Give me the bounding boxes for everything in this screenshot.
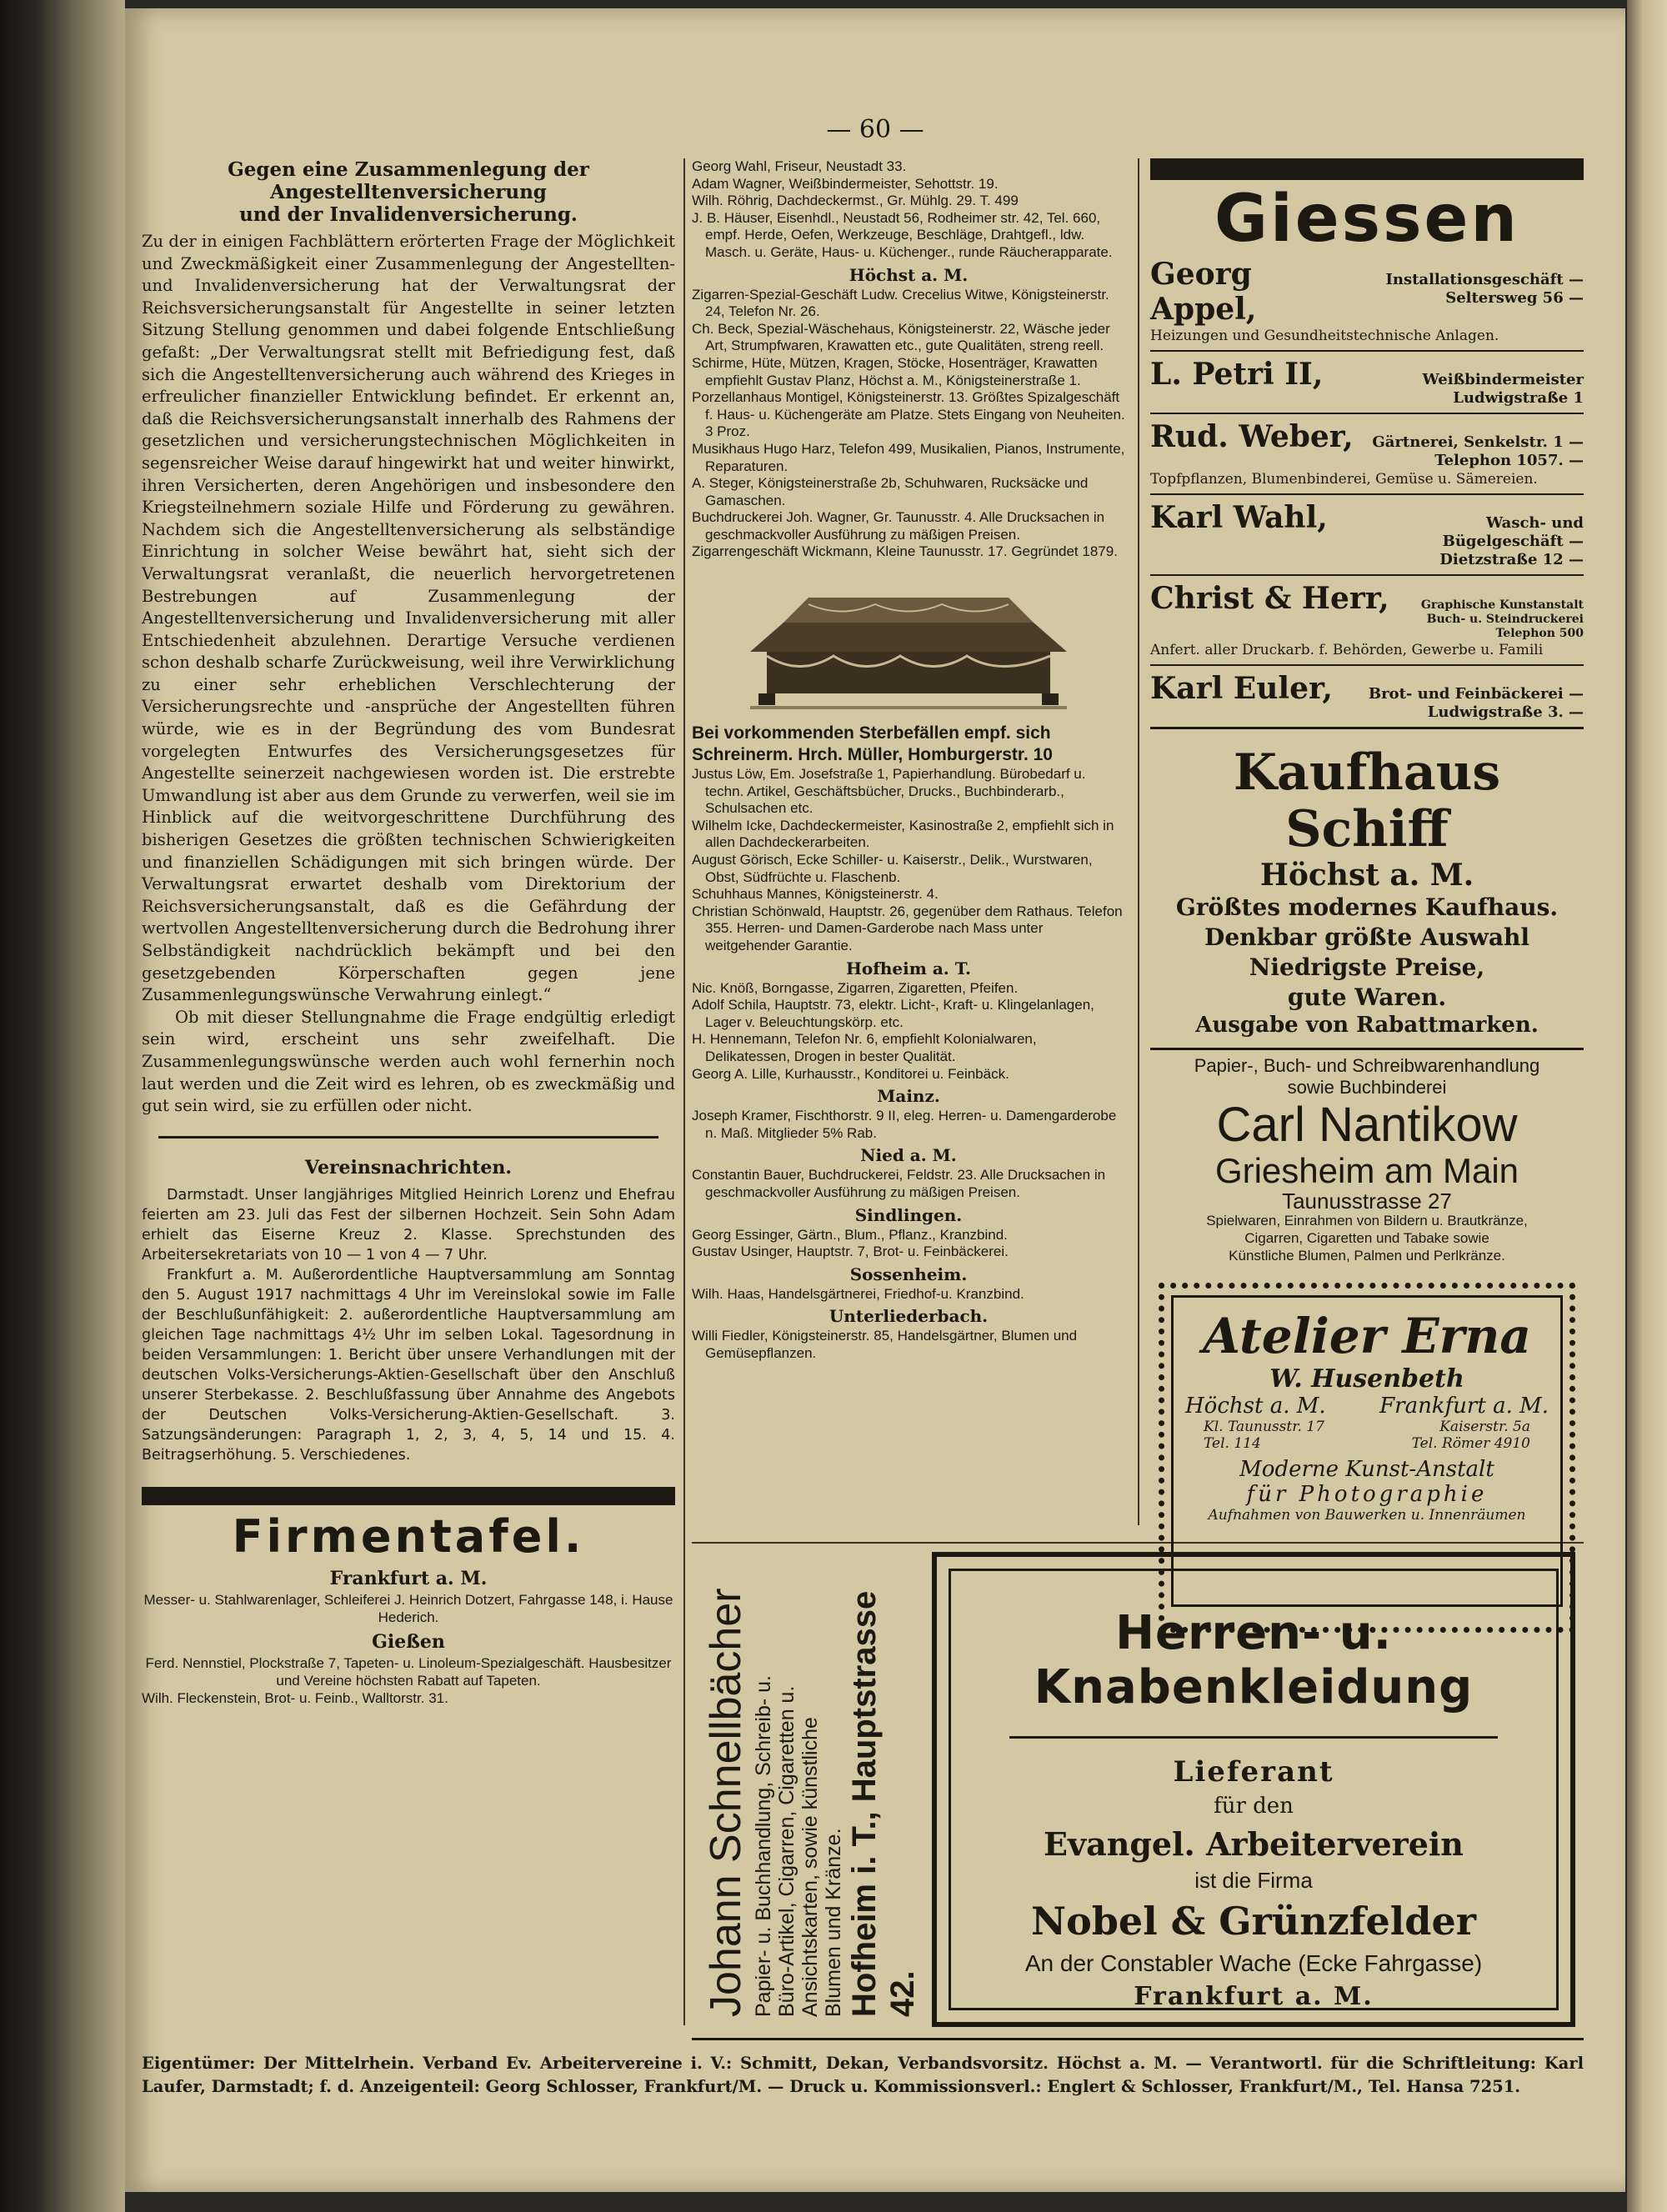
atelier-addresses [1174, 1419, 1560, 1435]
herren-constabler: An der Constabler Wache (Ecke Fahrgasse) [1024, 1950, 1483, 1976]
nantikow-line: Spielwaren, Einrahmen von Bildern u. Brautkränze, [1206, 1213, 1528, 1229]
atelier-addr-right-1: Kaiserstr. 5a [1439, 1419, 1530, 1435]
schnellbacher-sub: Büro-Artikel, Cigarren, Cigaretten u. [775, 1685, 798, 2017]
herren-title: Herren- u. Knabenkleidung [1034, 1606, 1474, 1714]
atelier-addr-left-1: Kl. Taunusstr. 17 [1204, 1419, 1324, 1435]
listing: Justus Löw, Em. Josefstraße 1, Papierhandlung. Bürobedarf u. techn. Artikel, Geschäftsbücher, Drucks., Buchbinderarb., Schulsachen etc. [692, 766, 1086, 817]
column-ads [1150, 158, 1584, 1633]
book-edge-right [1627, 0, 1667, 2212]
schnellbacher-sub: Ansichtskarten, sowie künstliche [798, 1717, 822, 2017]
listing: Joseph Kramer, Fischthorstr. 9 II, eleg. Herren- u. Damengarderobe n. Maß. Mitglieder 5% Rab. [692, 1108, 1117, 1141]
ad-separator [1150, 413, 1584, 414]
ad-sub: Anfert. aller Druckarb. f. Behörden, Gewerbe u. Famili [1150, 642, 1544, 658]
ad-wahl [1150, 500, 1584, 569]
listing: Porzellanhaus Montigel, Königsteinerstr. 13. Größtes Spizalgeschäft f. Haus- u. Küchengeräte am Platze. Stets Eingang von Neuheiten. 3 Proz. [692, 389, 1125, 440]
herren-ist: ist die Firma [1194, 1868, 1313, 1893]
listing: August Görisch, Ecke Schiller- u. Kaiserstr., Delik., Wurstwaren, Obst, Südfrüchte u. Flaschenb. [692, 852, 1093, 885]
listing: Constantin Bauer, Buchdruckerei, Feldstr. 23. Alle Drucksachen in geschmackvoller Ausführung zu mäßigen Preisen. [692, 1167, 1106, 1200]
listing: Adolf Schila, Hauptstr. 73, elektr. Licht-, Kraft- u. Klingelanlagen, Lager v. Beleuchtungskörp. etc. [692, 997, 1094, 1030]
vereins-title: Vereinsnachrichten. [304, 1156, 513, 1179]
firm-giessen-text-1: Ferd. Nennstiel, Plockstraße 7, Tapeten- u. Linoleum-Spezialgeschäft. Hausbesitzer und Vereine höchsten Rabatt auf Tapeten. [145, 1654, 672, 1689]
atelier-aufnahmen: Aufnahmen von Bauwerken u. Innenräumen [1208, 1507, 1526, 1524]
listing: Buchdruckerei Joh. Wagner, Gr. Taunusstr. 4. Alle Drucksachen in geschmackvoller Ausführung zu mäßigen Preisen. [692, 509, 1105, 543]
divider [158, 1136, 658, 1139]
column-rule-2 [1138, 158, 1139, 1525]
papier-line-1: Papier-, Buch- und Schreibwarenhandlung [1194, 1055, 1540, 1076]
herren-evang: Evangel. Arbeiterverein [1044, 1825, 1464, 1863]
city-heading-mainz: Mainz. [877, 1086, 940, 1107]
listing: Wilh. Haas, Handelsgärtnerei, Friedhof-u. Kranzbind. [692, 1285, 1024, 1302]
herren-ad-inner [949, 1569, 1559, 2010]
ad-side: Brot- und Feinbäckerei — Ludwigstraße 3. — [1368, 685, 1584, 721]
atelier-phones [1174, 1435, 1560, 1452]
article-conclusion: Ob mit dieser Stellungnahme die Frage endgültig erledigt sein wird, erscheint uns sehr zweifelhaft. Die Zusammenlegungswünsche werden auch wohl fernerhin noch laut werden und die Zeit wird es lehren, ob es zweckmäßig und gut sein wird, sie zu erfüllen oder nicht. [142, 1007, 675, 1116]
nantikow-line: Cigarren, Cigaretten und Tabake sowie [1244, 1230, 1489, 1246]
article-heading [142, 158, 675, 226]
listing: Zigarren-Spezial-Geschäft Ludw. Crecelius Witwe, Königsteinerstr. 24, Telefon Nr. 26. [692, 286, 1109, 320]
kaufhaus-title: Kaufhaus Schiff [1233, 743, 1501, 858]
firmentafel-bar [142, 1487, 675, 1505]
ad-separator [1150, 664, 1584, 666]
heading-line-3: und der Invalidenversicherung. [239, 203, 578, 226]
nantikow-name: Carl Nantikow [1216, 1098, 1518, 1152]
ad-name: Karl Wahl, [1150, 500, 1328, 535]
city-heading-hofheim: Hofheim a. T. [846, 958, 971, 978]
ad-sub: Heizungen und Gesundheitstechnische Anlagen. [1150, 328, 1499, 344]
heading-line-2: Angestelltenversicherung [270, 181, 547, 203]
ad-side: Installationsgeschäft — Seltersweg 56 — [1385, 271, 1584, 307]
imprint-footer: Eigentümer: Der Mittelrhein. Verband Ev. Arbeitervereine i. V.: Schmitt, Dekan, Verbandsvorsitz. Höchst a. M. — Verantwortl. für die Schriftleitung: Karl Laufer, Darmstadt; f. d. Anzeigenteil: Georg Schlosser, Frankfurt/M. — Druck u. Kommissionsverl.: Englert & Schlosser, Frankfurt/M., Tel. Hansa 7251. [142, 2054, 1584, 2096]
nantikow-line: Künstliche Blumen, Palmen und Perlkränze. [1229, 1248, 1505, 1264]
listing: Schirme, Hüte, Mützen, Kragen, Stöcke, Hosenträger, Krawatten empfiehlt Gustav Planz, Höchst a. M., Königsteinerstraße 1. [692, 354, 1098, 388]
article-body: Zu der in einigen Fachblättern erörterten Frage der Möglichkeit und Zweckmäßigkeit einer Zusammenlegung der Angestellten- und Invalidenversicherung hat der Verwaltungsrat der Reichsversicherungsanstalt für Angestellte in seiner letzten Sitzung Stellung genommen und dabei folgende Entschließung gefaßt: „Der Verwaltungsrat stellt mit Befriedigung fest, daß sich die Angestelltenversicherung auch während des Krieges in erfreulicher finanzieller Entwicklung befindet. Er erkennt an, daß die Reichsversicherungsanstalt innerhalb des Rahmens der gesetzlichen und versicherungstechnischen Möglichkeiten in segensreicher Weise darauf hingewirkt hat und weiter hinwirkt, ihren Versicherten, deren Angehörigen und insbesondere den Kriegsteilnehmern soziale Hilfe und Förderung zu gewähren. Nachdem sich die Angestelltenversicherung als selbständige Einrichtung in solcher Weise bewährt hat, sieht sich der Verwaltungsrat veranlaßt, die neuerlich hervorgetretenen Bestrebungen auf Zusammenlegung der Angestelltenversicherung und Invalidenversicherung mit aller Entschiedenheit abzulehnen. Derartige Versuche verdienen schon deshalb scharfe Zurückweisung, weil ihre Verwirklichung zu einer sehr erheblichen Verschlechterung der Versicherungsrechte und -ansprüche der Angestellten führen würde, wie es in der Begründung des vom Bundesrat vorgelegten Entwurfes des Versicherungsgesetzes für Angestellte seinerzeit nachgewiesen worden ist. Die erstrebte Umwandlung ist aber aus dem Grunde zu verwerfen, weil sie im Hinblick auf die weitvorgeschrittene Durchführung des bisherigen Gesetzes die größten technischen Schwierigkeiten und finanziellen Schädigungen mit sich bringen würde. Der Verwaltungsrat erwartet deshalb vom Direktorium der Reichsversicherungsanstalt, daß es die Gefährdung der wertvollen Angestelltenversicherung durch die Bedrohung ihrer Selbständigkeit nachdrücklich bekämpft und bei den gesetzgebenden Körperschaften gegen jene Zusammenlegungswünsche Verwahrung einlegt.“ [142, 232, 675, 1005]
heading-line-1: Gegen eine Zusammenlegung der [228, 158, 589, 181]
herren-fuer: für den [1214, 1794, 1294, 1819]
herren-divider [1009, 1736, 1498, 1739]
firm-giessen-text-2: Wilh. Fleckenstein, Brot- u. Feinb., Walltorstr. 31. [142, 1689, 448, 1706]
listing: Wilh. Röhrig, Dachdeckermst., Gr. Mühlg. 29. T. 499 [692, 193, 1019, 209]
listing: Ch. Beck, Spezial-Wäschehaus, Königsteinerstr. 22, Wäsche jeder Art, Strumpfwaren, Krawatten etc., gute Qualitäten, streng reell. [692, 320, 1110, 354]
column-article [142, 158, 675, 1707]
ad-side: Weißbindermeister Ludwigstraße 1 [1422, 371, 1584, 407]
ad-separator [1150, 1048, 1584, 1050]
giessen-bar [1150, 158, 1584, 180]
ad-name: L. Petri II, [1150, 357, 1324, 392]
listing: Christian Schönwald, Hauptstr. 26, gegenüber dem Rathaus. Telefon 355. Herren- und Damen-Garderobe nach Mass unter weitgehender Garantie. [692, 903, 1123, 953]
firm-city-giessen: Gießen [372, 1630, 445, 1653]
vereins-darmstadt: Darmstadt. Unser langjähriges Mitglied Heinrich Lorenz und Ehefrau feierten am 23. Juli das Fest der silbernen Hochzeit. Sein Sohn Adam erhielt das Eiserne Kreuz 2. Klasse. Sprechstunden des Arbeitersekretariats von 10 — 1 von 4 — 7 Uhr. [142, 1186, 675, 1264]
city-heading-nied: Nied a. M. [860, 1145, 957, 1166]
schnellbacher-name: Johann Schnellbächer [702, 1588, 750, 2017]
ad-side: Graphische Kunstanstalt Buch- u. Steindruckerei Telephon 500 [1420, 598, 1584, 640]
schnellbacher-rotated [700, 1559, 921, 2025]
ad-name: Karl Euler, [1150, 671, 1333, 706]
column-rule-1 [683, 158, 685, 2025]
footer-rule [692, 2038, 1584, 2040]
kaufhaus-rabatt: Ausgabe von Rabattmarken. [1195, 1013, 1539, 1038]
ad-sub: Topfpflanzen, Blumenbinderei, Gemüse u. Sämereien. [1150, 471, 1538, 488]
papier-line-2: sowie Buchbinderei [1287, 1077, 1447, 1098]
atelier-cities [1174, 1394, 1560, 1419]
schnellbacher-sub: Blumen und Kränze. [822, 1828, 845, 2017]
page-number: — 60 — [826, 115, 924, 144]
firm-city-frankfurt: Frankfurt a. M. [329, 1567, 488, 1589]
ad-name: Georg Appel, [1150, 257, 1257, 327]
nantikow-street: Taunusstrasse 27 [1282, 1189, 1452, 1214]
listing: Musikhaus Hugo Harz, Telefon 499, Musikalien, Pianos, Instrumente, Reparaturen. [692, 440, 1125, 474]
atelier-city-left: Höchst a. M. [1185, 1394, 1326, 1419]
ad-petri [1150, 357, 1584, 408]
city-heading-hoechst: Höchst a. M. [849, 264, 969, 285]
ad-separator [1150, 727, 1584, 729]
city-heading-sossenheim: Sossenheim. [849, 1264, 968, 1284]
ad-separator [1150, 493, 1584, 495]
herren-lieferant: Lieferant [1173, 1755, 1334, 1789]
city-heading-unterliederbach: Unterliederbach. [828, 1306, 989, 1327]
listing: Gustav Usinger, Hauptstr. 7, Brot- u. Feinbäckerei. [692, 1244, 1009, 1260]
ad-euler [1150, 671, 1584, 722]
column-listings [692, 158, 1125, 1363]
atelier-moderne: Moderne Kunst-Anstalt [1239, 1457, 1494, 1482]
nantikow-city: Griesheim am Main [1214, 1151, 1519, 1190]
giessen-title: Giessen [1214, 182, 1519, 257]
firmentafel-title: Firmentafel. [232, 1509, 585, 1563]
ad-georg-appel [1150, 257, 1584, 327]
listing: Schuhhaus Mannes, Königsteinerstr. 4. [692, 886, 939, 903]
ad-name: Christ & Herr, [1150, 581, 1389, 616]
kaufhaus-city: Höchst a. M. [1259, 858, 1474, 893]
herren-ad [932, 1552, 1575, 2027]
ad-name: Rud. Weber, [1150, 419, 1354, 454]
schnellbacher-sub: Papier- u. Buchhandlung, Schreib- u. [752, 1675, 775, 2017]
kaufhaus-line: Größtes modernes Kaufhaus. [1175, 893, 1559, 921]
listing: Willi Fiedler, Königsteinerstr. 85, Handelsgärtner, Blumen und Gemüsepflanzen. [692, 1328, 1078, 1361]
atelier-city-right: Frankfurt a. M. [1379, 1394, 1549, 1419]
atelier-title: Atelier Erna [1203, 1308, 1531, 1364]
listing: J. B. Häuser, Eisenhdl., Neustadt 56, Rodheimer str. 42, Tel. 660, empf. Herde, Oefen, Werkzeuge, Beschläge, Drahtgefl., ldw. Masch. u. Geräte, Haus- u. Küchenger., runde Räucherapparate. [692, 209, 1113, 260]
ad-weber [1150, 419, 1584, 470]
kaufhaus-line: Niedrigste Preise, [1249, 953, 1485, 981]
atelier-addr-right-2: Tel. Römer 4910 [1411, 1435, 1530, 1452]
listing: Georg Wahl, Friseur, Neustadt 33. [692, 158, 907, 174]
listing: Adam Wagner, Weißbindermeister, Sehottstr. 19. [692, 175, 999, 192]
kaufhaus-line: Denkbar größte Auswahl [1204, 923, 1529, 951]
listing: Wilhelm Icke, Dachdeckermeister, Kasinostraße 2, empfiehlt sich in allen Dachdeckerarbeiten. [692, 817, 1114, 851]
listing: Nic. Knöß, Borngasse, Zigarren, Zigaretten, Pfeifen. [692, 979, 1019, 996]
ad-side: Gärtnerei, Senkelstr. 1 — Telephon 1057. — [1372, 433, 1584, 469]
listing: A. Steger, Königsteinerstraße 2b, Schuhwaren, Rucksäcke und Gamaschen. [692, 475, 1089, 508]
ad-separator [1150, 350, 1584, 352]
herren-frankfurt: Frankfurt a. M. [1134, 1982, 1374, 2011]
firm-frankfurt-text: Messer- u. Stahlwarenlager, Schleiferei J. Heinrich Dotzert, Fahrgasse 148, i. Hause Hederich. [143, 1591, 673, 1625]
ad-christ-herr [1150, 581, 1584, 641]
ad-separator [1150, 574, 1584, 576]
atelier-owner: W. Husenbeth [1269, 1364, 1464, 1394]
listing: Zigarrengeschäft Wickmann, Kleine Taunusstr. 17. Gegründet 1879. [692, 543, 1118, 560]
ad-side: Wasch- und Bügelgeschäft — Dietzstraße 12 — [1439, 514, 1584, 568]
vereins-frankfurt: Frankfurt a. M. Außerordentliche Hauptversammlung am Sonntag den 5. August 1917 nachmittags 4 Uhr im Vereinslokal sowie im Falle der Beschlußunfähigkeit: 2. außerordentliche Hauptversammlung am gleichen Tage nachmittags 4½ Uhr im selben Lokal. Tagesordnung in beiden Versammlungen: 1. Bericht über unsere Verhandlungen mit der deutschen Volks-Versicherungs-Aktien-Gesellschaft über den Anschluß unserer Sterbekasse. 2. Beschlußfassung über Annahme des Angebots der Deutschen Volks-Versicherung-Aktien-Gesellschaft. 3. Satzungsänderungen: Paragraph 1, 2, 3, 4, 5, 14 und 15. 4. Beitragserhöhung. 5. Verschiedenes. [142, 1266, 675, 1464]
sterbe-line-1: Bei vorkommenden Sterbefällen empf. sich [692, 723, 1051, 743]
atelier-addr-left-2: Tel. 114 [1204, 1435, 1261, 1452]
listing: Georg Essinger, Gärtn., Blum., Pflanz., Kranzbind. [692, 1226, 1008, 1243]
listing: H. Hennemann, Telefon Nr. 6, empfiehlt Kolonialwaren, Delikatessen, Drogen in bester Qualität. [692, 1031, 1037, 1064]
city-heading-sindlingen: Sindlingen. [854, 1204, 963, 1225]
book-edge-left [0, 0, 125, 2212]
kaufhaus-line: gute Waren. [1287, 983, 1447, 1011]
schnellbacher-address: Hofheim i. T., Hauptstrasse 42. [846, 1590, 921, 2017]
schnellbacher-ad [700, 1559, 921, 2025]
sterbe-line-2: Schreinerm. Hrch. Müller, Homburgerstr. 10 [692, 745, 1053, 765]
atelier-photo: für Photographie [1246, 1482, 1488, 1507]
coffin-illustration [733, 573, 1084, 714]
listing: Georg A. Lille, Kurhausstr., Konditorei u. Feinbäck. [692, 1065, 1009, 1082]
herren-nobel: Nobel & Grünzfelder [1031, 1899, 1476, 1944]
